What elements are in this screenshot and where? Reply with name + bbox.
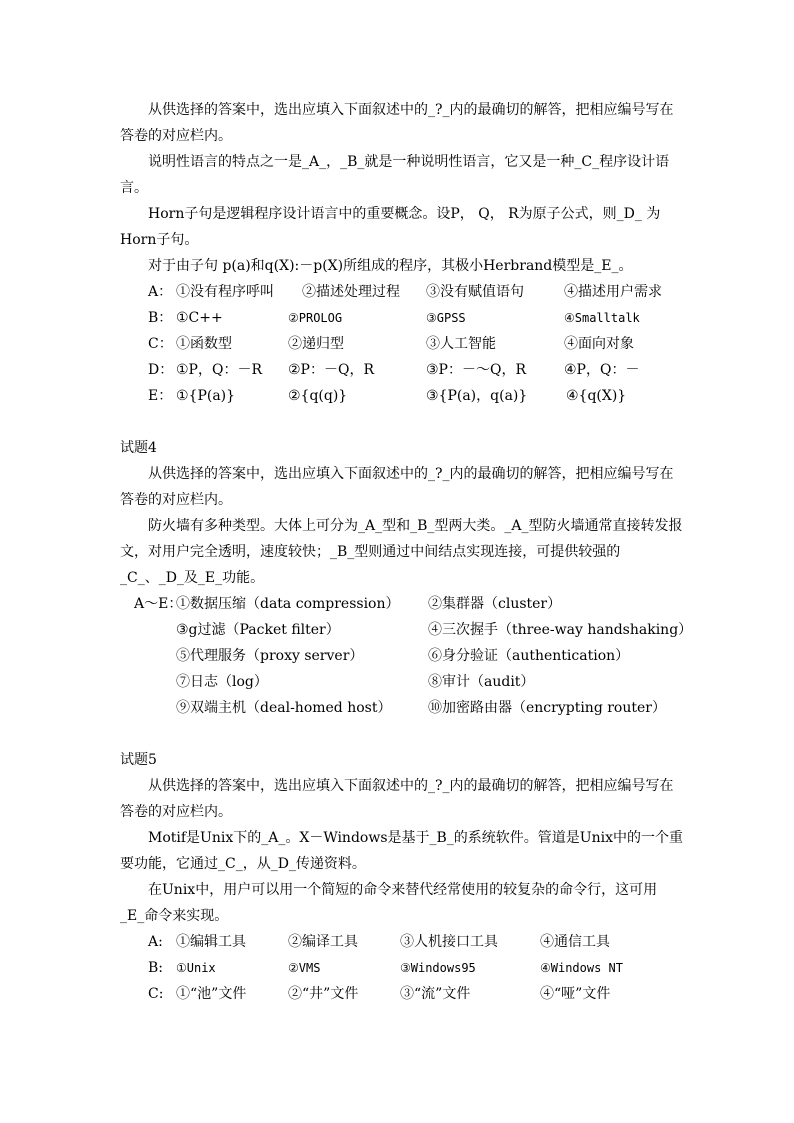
q3-option-d-3: ③P：－～Q，R <box>426 362 526 378</box>
q4-option-6: ⑥身分验证（authentication） <box>428 648 630 664</box>
q5-title: 试题5 <box>120 752 157 768</box>
q3-option-c-4: ④面向对象 <box>564 336 634 352</box>
q3-option-label-c: C： <box>148 336 173 352</box>
q5-option-a-4: ④通信工具 <box>540 934 610 950</box>
q5-option-b-4: ④Windows NT <box>540 961 624 975</box>
q4-para1-line-2: 文，对用户完全透明，速度较快；_B_型则通过中间结点实现连接，可提供较强的 <box>120 544 621 560</box>
q3-option-c-1: ①函数型 <box>176 336 232 352</box>
q3-option-e-3: ③{P(a)，q(a)} <box>426 388 528 404</box>
q3-option-b-4: ④Smalltalk <box>564 311 640 325</box>
q3-option-label-b: B： <box>148 310 173 326</box>
q5-para2-line-1: 在Unix中，用户可以用一个简短的命令来替代经常使用的较复杂的命令行，这可用 <box>148 882 658 898</box>
q4-option-5: ⑤代理服务（proxy server） <box>176 648 364 664</box>
q5-para1-line-1: Motif是Unix下的_A_。X－Windows是基于_B_的系统软件。管道是Unix中的一个重 <box>148 830 683 846</box>
q5-option-c-4: ④“哑”文件 <box>540 986 611 1002</box>
q3-option-b-1: ①C++ <box>176 310 223 326</box>
q5-option-c-1: ①“池”文件 <box>176 986 247 1002</box>
q5-option-b-3: ③Windows95 <box>400 961 476 975</box>
q3-option-c-2: ②递归型 <box>288 336 344 352</box>
q5-option-b-1: ①Unix <box>176 961 216 975</box>
q4-option-9: ⑨双端主机（deal-homed host） <box>176 700 392 716</box>
q3-option-e-1: ①{P(a)} <box>176 388 236 404</box>
q3-para2-line-2: Horn子句。 <box>120 232 199 248</box>
q3-option-b-2: ②PROLOG <box>288 311 343 325</box>
q4-option-10: ⑩加密路由器（encrypting router） <box>428 700 666 716</box>
q3-option-label-d: D： <box>148 362 174 378</box>
q3-option-e-4: ④{q(X)} <box>566 388 627 404</box>
q4-option-label: A～E： <box>134 596 183 612</box>
q3-option-d-4: ④P，Q：－ <box>564 362 640 378</box>
q4-option-8: ⑧审计（audit） <box>428 674 535 690</box>
q3-option-e-2: ②{q(q)} <box>288 388 348 404</box>
q4-intro-line-1: 从供选择的答案中，选出应填入下面叙述中的_?_内的最确切的解答，把相应编号写在 <box>148 466 674 482</box>
q3-intro-line-2: 答卷的对应栏内。 <box>120 128 232 144</box>
q5-option-a-2: ②编译工具 <box>288 934 358 950</box>
q4-option-1: ①数据压缩（data compression） <box>176 596 400 612</box>
q5-para1-line-2: 要功能，它通过_C_，从_D_传递资料。 <box>120 856 366 872</box>
q5-option-label-c: C: <box>148 986 164 1002</box>
q4-para1-line-3: _C_、_D_及_E_功能。 <box>120 570 265 586</box>
q3-option-a-2: ②描述处理过程 <box>302 284 400 300</box>
q5-option-a-1: ①编辑工具 <box>176 934 246 950</box>
q4-option-7: ⑦日志（log） <box>176 674 268 690</box>
q5-option-label-b: B: <box>148 960 164 976</box>
q5-option-b-2: ②VMS <box>288 961 321 975</box>
q4-option-3: ③g过滤（Packet filter） <box>176 622 340 638</box>
q3-option-d-2: ②P：－Q，R <box>288 362 374 378</box>
q4-title: 试题4 <box>120 440 157 456</box>
q3-option-a-1: ①没有程序呼叫 <box>176 284 274 300</box>
q3-intro-line-1: 从供选择的答案中，选出应填入下面叙述中的_?_内的最确切的解答，把相应编号写在 <box>148 102 674 118</box>
q4-option-2: ②集群器（cluster） <box>428 596 562 612</box>
q3-option-a-3: ③没有赋值语句 <box>426 284 524 300</box>
q5-intro-line-2: 答卷的对应栏内。 <box>120 804 232 820</box>
q5-option-label-a: A: <box>148 934 163 950</box>
q3-option-label-e: E： <box>148 388 173 404</box>
q4-para1-line-1: 防火墙有多种类型。大体上可分为_A_型和_B_型两大类。_A_型防火墙通常直接转发报 <box>148 518 683 534</box>
q3-option-b-3: ③GPSS <box>426 311 466 325</box>
q3-option-c-3: ③人工智能 <box>426 336 496 352</box>
q3-option-label-a: A： <box>148 284 173 300</box>
q3-para1-line-2: 言。 <box>120 180 148 196</box>
q3-option-a-4: ④描述用户需求 <box>564 284 662 300</box>
q3-option-d-1: ①P，Q：－R <box>176 362 262 378</box>
q5-option-c-2: ②“井”文件 <box>288 986 359 1002</box>
q3-para1-line-1: 说明性语言的特点之一是_A_，_B_就是一种说明性语言，它又是一种_C_程序设计语 <box>148 154 670 170</box>
q4-option-4: ④三次握手（three-way handshaking） <box>428 622 693 638</box>
q5-intro-line-1: 从供选择的答案中，选出应填入下面叙述中的_?_内的最确切的解答，把相应编号写在 <box>148 778 674 794</box>
q5-para2-line-2: _E_命令来实现。 <box>120 908 229 924</box>
q5-option-a-3: ③人机接口工具 <box>400 934 498 950</box>
q5-option-c-3: ③“流”文件 <box>400 986 471 1002</box>
q3-para3: 对于由子句 p(a)和q(X):－p(X)所组成的程序，其极小Herbrand模型是_E_。 <box>148 258 633 274</box>
q3-para2-line-1: Horn子句是逻辑程序设计语言中的重要概念。设P， Q， R为原子公式，则_D_ 为 <box>148 206 661 222</box>
q4-intro-line-2: 答卷的对应栏内。 <box>120 492 232 508</box>
